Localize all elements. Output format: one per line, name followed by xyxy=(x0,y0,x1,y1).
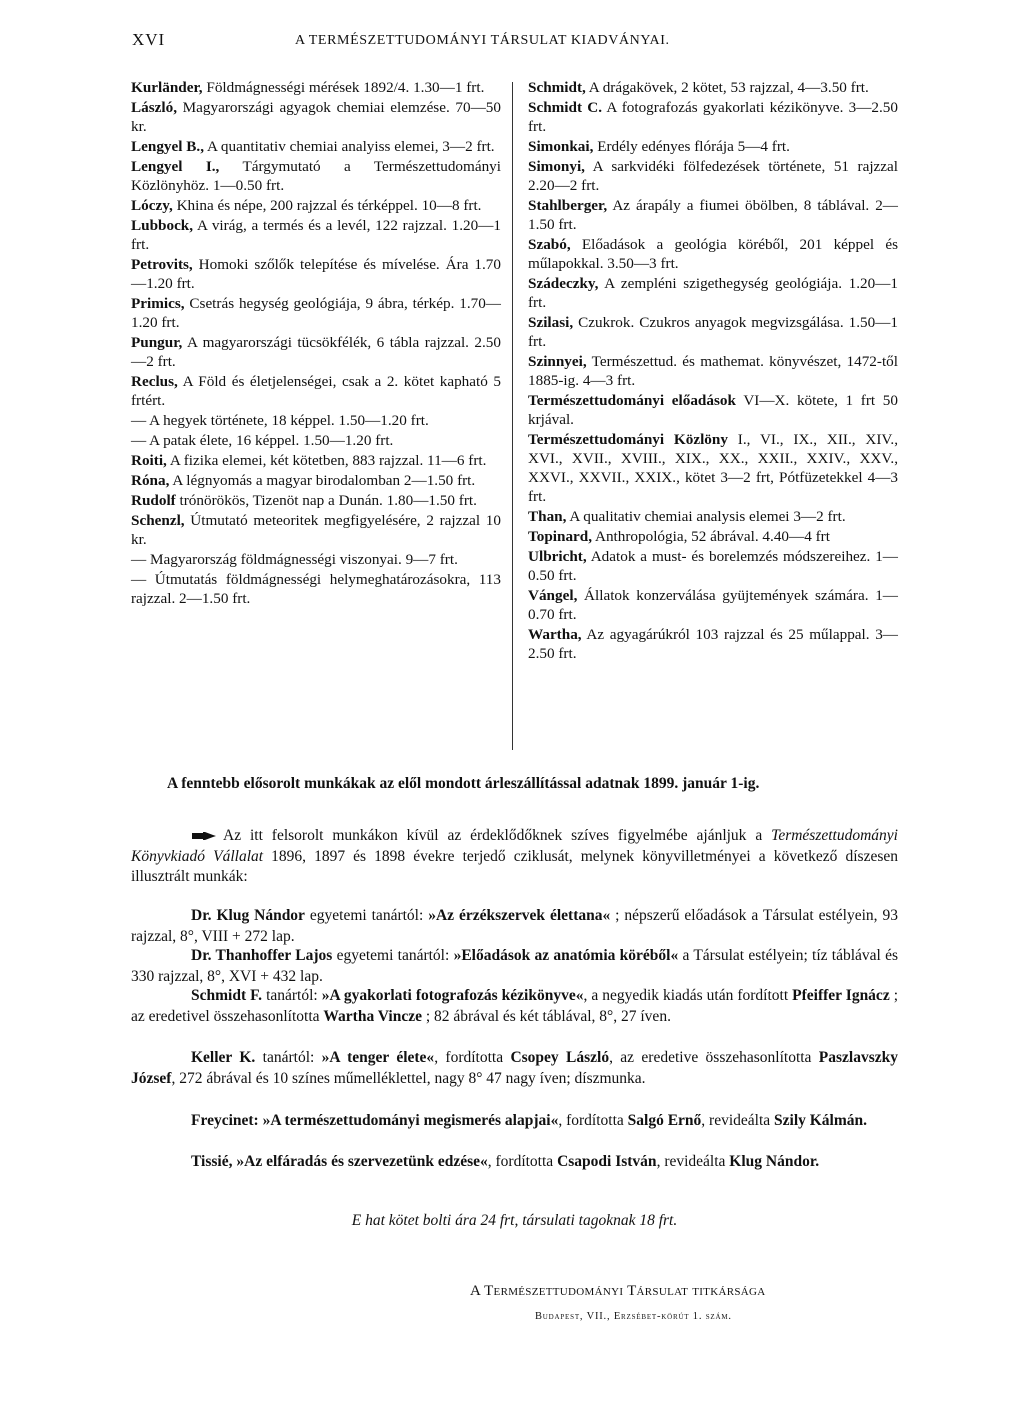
book-p1: Dr. Klug Nándor xyxy=(191,907,305,924)
entry-text: A magyarországi tücsökfélék, 6 tábla rajzzal. 2.50—2 frt. xyxy=(131,334,501,370)
book-p6: , revideálta xyxy=(701,1112,775,1129)
book-p8: ; 82 ábrával és két táblával, 8°, 27 íven. xyxy=(421,1007,671,1025)
catalog-entry xyxy=(131,333,501,371)
catalog-entry xyxy=(131,372,501,410)
page-number: XVI xyxy=(132,30,166,49)
book-p3: »Előadások az anatómia köréből« xyxy=(453,947,679,964)
entry-author: Schmidt C. xyxy=(528,99,602,116)
entry-author: Simonkai, xyxy=(528,138,594,155)
catalog-entry xyxy=(131,98,501,136)
entry-text: A quantitativ chemiai analyiss elemei, 3—2 frt. xyxy=(204,138,495,155)
entry-text: — Magyarország földmágnességi viszonyai. 9—7 frt. xyxy=(131,551,458,568)
book-p3: »Az elfáradás és szervezetünk edzése« xyxy=(236,1153,488,1170)
book-p5: Pfeiffer Ignácz xyxy=(792,987,890,1004)
entry-author: Róna, xyxy=(131,472,170,489)
entry-text: Homoki szőlők telepítése és mívelése. Ára 1.70—1.20 frt. xyxy=(131,256,501,292)
column-divider xyxy=(512,82,513,750)
catalog-entry xyxy=(131,411,501,430)
entry-text: Földmágnességi mérések 1892/4. 1.30—1 frt. xyxy=(202,79,485,96)
catalog-entry xyxy=(131,451,501,470)
entry-text: Csetrás hegység geológiája, 9 ábra, térkép. 1.70—1.20 frt. xyxy=(131,295,501,331)
entry-text: A drágakövek, 2 kötet, 53 rajzzal, 4—3.50 frt. xyxy=(585,79,869,96)
intro-paragraph xyxy=(131,826,898,888)
entry-text: Útmutató meteoritek megfigyelésére, 2 rajzzal 10 kr. xyxy=(131,512,501,548)
entry-author: Schmidt, xyxy=(528,79,586,96)
entry-author: Szádeczky, xyxy=(528,275,599,292)
entry-text: Czukrok. Czukros anyagok megvizsgálása. 1.50—1 frt. xyxy=(528,314,898,350)
pointing-hand-icon xyxy=(191,831,217,841)
book-p1: Keller K. xyxy=(191,1049,256,1066)
entry-text: — A hegyek története, 18 képpel. 1.50—1.20 frt. xyxy=(131,412,429,429)
book-p4: ; népszerű előadások a Társulat estélyein, 93 rajzzal, 8°, VIII + 272 lap. xyxy=(131,907,898,945)
catalog-entry xyxy=(131,550,501,569)
entry-text: Előadások a geológia köréből, 201 képpel és műlapokkal. 3.50—3 frt. xyxy=(528,236,898,272)
entry-text: Adatok a must- és borelemzés módszereihez. 1—0.50 frt. xyxy=(528,548,898,584)
entry-author: Wartha, xyxy=(528,626,582,643)
catalog-entry xyxy=(528,352,898,390)
book-p7: Paszlavszky József xyxy=(131,1049,898,1087)
book-p1: Schmidt F. xyxy=(191,987,263,1004)
book-p1: Dr. Thanhoffer Lajos xyxy=(191,947,333,964)
book-p6: ; az eredetivel összehasonlította xyxy=(131,987,899,1025)
entry-text: Khina és népe, 200 rajzzal és térképpel. 10—8 frt. xyxy=(172,197,482,214)
book-entry xyxy=(131,1048,898,1089)
entry-text: I., VI., IX., XII., XIV., XVI., XVII., XVIII., XIX., XX., XXII., XXIV., XXV., XXVI., XXVII., XXIX., kötet 3—2 frt, Pótfüzetekkel 4—3 frt. xyxy=(528,431,898,505)
entry-text: Állatok konzerválása gyüjtemények számára. 1—0.70 frt. xyxy=(528,587,898,623)
catalog-entry xyxy=(131,78,501,97)
entry-text: — A patak élete, 16 képpel. 1.50—1.20 frt. xyxy=(131,432,394,449)
entry-author: Schenzl, xyxy=(131,512,185,529)
entry-text: A légnyomás a magyar birodalomban 2—1.50 frt. xyxy=(169,472,476,489)
entry-author: László, xyxy=(131,99,177,116)
entry-author: Primics, xyxy=(131,295,185,312)
entry-author: Lengyel B., xyxy=(131,138,204,155)
book-p5: Csapodi István xyxy=(557,1153,657,1170)
price-line: E hat kötet bolti ára 24 frt, társulati tagoknak 18 frt. xyxy=(351,1212,678,1229)
book-p3: »Az érzékszervek élettana« xyxy=(428,907,611,924)
catalog-entry xyxy=(528,625,898,663)
catalog-entry xyxy=(528,196,898,234)
right-column xyxy=(528,78,898,664)
book-p7: Klug Nándor. xyxy=(729,1153,820,1170)
entry-text: A sarkvidéki fölfedezések története, 51 rajzzal 2.20—2 frt. xyxy=(528,158,898,194)
running-title: A TERMÉSZETTUDOMÁNYI TÁRSULAT KIADVÁNYAI. xyxy=(295,33,670,48)
catalog-entry xyxy=(131,570,501,608)
book-p5: Csopey László xyxy=(510,1049,610,1066)
catalog-entry xyxy=(528,313,898,351)
catalog-entry xyxy=(528,430,898,506)
catalog-entry xyxy=(131,511,501,549)
entry-text: VI—X. kötete, 1 frt 50 krjával. xyxy=(528,392,898,428)
book-entry xyxy=(131,1152,898,1173)
book-p3: »A tenger élete« xyxy=(321,1049,435,1066)
entry-author: Stahlberger, xyxy=(528,197,608,214)
catalog-entry xyxy=(528,507,898,526)
catalog-entry xyxy=(528,547,898,585)
catalog-entry xyxy=(528,137,898,156)
book-p4: , fordította xyxy=(487,1153,558,1170)
entry-text: Erdély edényes flórája 5—4 frt. xyxy=(593,138,790,155)
book-p4: a Társulat estélyein; tíz táblával és 330 rajzzal, 8°, XVI + 432 lap. xyxy=(131,947,899,985)
entry-text: A fizika elemei, két kötetben, 883 rajzzal. 11—6 frt. xyxy=(166,452,487,469)
catalog-entry xyxy=(528,78,898,97)
entry-text: Az árapály a fiumei öbölben, 8 táblával. 2—1.50 frt. xyxy=(528,197,898,233)
entry-author: Topinard, xyxy=(528,528,593,545)
entry-text: A virág, a termés és a levél, 122 rajzzal. 1.20—1 frt. xyxy=(131,217,501,253)
catalog-entry xyxy=(528,391,898,429)
notice: A fenntebb elősorolt munkákak az elől mondott árleszállítással adatnak 1899. január 1-ig. xyxy=(167,775,760,792)
catalog-entry xyxy=(131,196,501,215)
book-p2: egyetemi tanártól: xyxy=(332,947,454,964)
catalog-entry xyxy=(528,98,898,136)
intro-text-c: 1896, 1897 és 1898 évekre terjedő cziklusát, melynek könyvilletményei a következő díszesen illusztrált munkák: xyxy=(131,847,898,885)
entry-text: trónörökös, Tizenöt nap a Dunán. 1.80—1.50 frt. xyxy=(175,492,477,509)
book-p9: 47 nagy íven; díszmunka. xyxy=(482,1069,646,1087)
entry-author: Szilasi, xyxy=(528,314,574,331)
entry-author: Természettudományi Közlöny xyxy=(528,431,728,448)
entry-author: Vángel, xyxy=(528,587,578,604)
entry-author: Petrovits, xyxy=(131,256,193,273)
book-p7: Wartha Vincze xyxy=(323,1007,422,1025)
entry-text: — Útmutatás földmágnességi helymeghatározásokra, 113 rajzzal. 2—1.50 frt. xyxy=(131,571,501,607)
book-p3: »A gyakorlati fotografozás kézikönyve« xyxy=(321,987,584,1004)
book-p1: Tissié, xyxy=(191,1153,233,1170)
entry-text: Tárgymutató a Természettudományi Közlönyhöz. 1—0.50 frt. xyxy=(131,158,501,194)
book-entry xyxy=(131,986,898,1027)
catalog-entry xyxy=(528,235,898,273)
catalog-entry xyxy=(131,137,501,156)
book-p1: Freycinet: xyxy=(191,1112,259,1129)
book-p5: Salgó Ernő xyxy=(627,1112,702,1129)
entry-author: Rudolf xyxy=(131,492,176,509)
catalog-entry xyxy=(131,431,501,450)
book-entry xyxy=(131,946,898,987)
book-p2: tanártól: xyxy=(262,987,322,1004)
book-entry xyxy=(131,1111,898,1132)
entry-text: A fotografozás gyakorlati kézikönyve. 3—2.50 frt. xyxy=(528,99,898,135)
entry-text: A zempléni szigethegység geológiája. 1.20—1 frt. xyxy=(528,275,898,311)
catalog-entry xyxy=(131,471,501,490)
book-p2: tanártól: xyxy=(255,1049,322,1066)
signature-line-2: Budapest, VII., Erzsébet-körút 1. szám. xyxy=(535,1311,732,1322)
intro-publisher: Természettudományi Könyvkiadó Vállalat xyxy=(131,827,898,865)
entry-author: Pungur, xyxy=(131,334,183,351)
book-p3: »A természettudományi megismerés alapjai« xyxy=(262,1112,559,1129)
catalog-entry xyxy=(131,157,501,195)
entry-author: Szabó, xyxy=(528,236,571,253)
entry-text: Az agyagárúkról 103 rajzzal és 25 műlappal. 3—2.50 frt. xyxy=(528,626,898,662)
entry-author: Ulbricht, xyxy=(528,548,587,565)
catalog-entry xyxy=(528,586,898,624)
entry-author: Simonyi, xyxy=(528,158,585,175)
entry-text: Anthropológia, 52 ábrával. 4.40—4 frt xyxy=(592,528,830,545)
book-p7: Szily Kálmán. xyxy=(774,1112,868,1129)
entry-author: Természettudományi előadások xyxy=(528,392,736,409)
entry-author: Reclus, xyxy=(131,373,178,390)
catalog-entry xyxy=(131,216,501,254)
catalog-entry xyxy=(131,491,501,510)
book-entry xyxy=(131,906,898,947)
catalog-entry xyxy=(528,157,898,195)
book-p4: , fordította xyxy=(558,1112,628,1129)
catalog-entry xyxy=(131,255,501,293)
entry-author: Szinnyei, xyxy=(528,353,587,370)
entry-author: Lengyel I., xyxy=(131,158,220,175)
book-p4: , fordította xyxy=(434,1049,511,1066)
catalog-entry xyxy=(528,527,898,546)
signature-line-1: A Természettudományi Társulat titkársága xyxy=(470,1283,766,1299)
entry-text: A qualitativ chemiai analysis elemei 3—2 frt. xyxy=(566,508,846,525)
book-p8: , 272 ábrával és 10 színes műmelléklettel, nagy 8° xyxy=(171,1069,483,1087)
catalog-entry xyxy=(131,294,501,332)
book-p2: egyetemi tanártól: xyxy=(304,907,429,924)
intro-text-a: Az itt felsorolt munkákon kívül az érdeklődőknek szíves figyelmébe ajánljuk a xyxy=(223,827,772,844)
entry-author: Than, xyxy=(528,508,567,525)
entry-author: Lóczy, xyxy=(131,197,173,214)
entry-text: Magyarországi agyagok chemiai elemzése. 70—50 kr. xyxy=(131,99,501,135)
book-p6: , revideálta xyxy=(656,1153,730,1170)
entry-text: A Föld és életjelenségei, csak a 2. kötet kapható 5 frtért. xyxy=(131,373,501,409)
entry-text: Természettud. és mathemat. könyvészet, 1472-től 1885-ig. 4—3 frt. xyxy=(528,353,898,389)
left-column xyxy=(131,78,501,609)
entry-author: Roiti, xyxy=(131,452,167,469)
book-p4: , a negyedik kiadás után fordított xyxy=(583,987,793,1004)
entry-author: Lubbock, xyxy=(131,217,194,234)
book-p6: , az eredetive összehasonlította xyxy=(609,1049,819,1066)
entry-author: Kurländer, xyxy=(131,79,203,96)
catalog-entry xyxy=(528,274,898,312)
